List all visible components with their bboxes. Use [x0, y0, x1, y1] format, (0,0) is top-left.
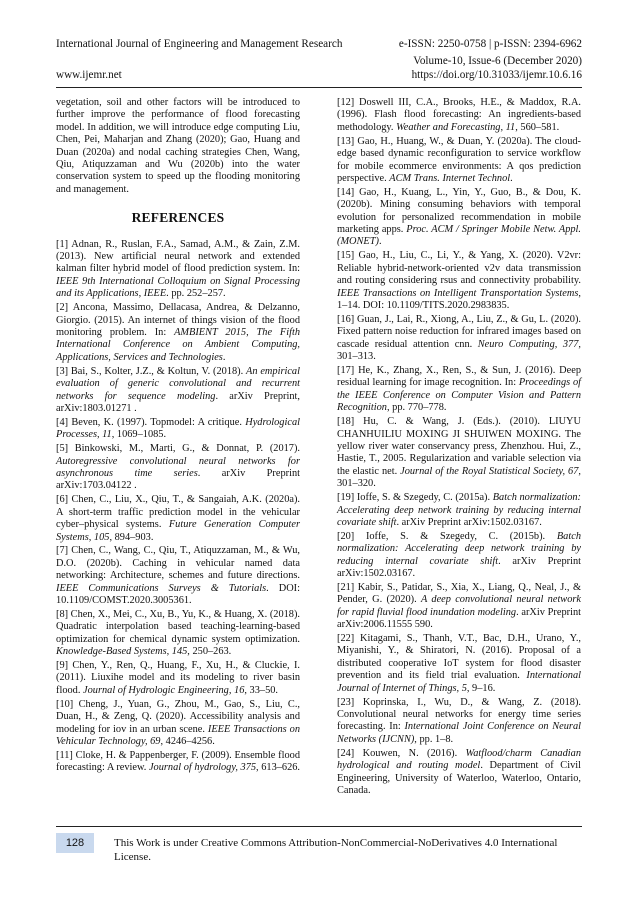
reference-details: , 301–313. — [337, 338, 581, 363]
reference-source: IEEE 9th International Colloquium on Signal Processing and its Applications, IEEE — [56, 275, 300, 300]
reference-text: [11] Cloke, H. & Pappenberger, F. (2009). Ensemble flood forecasting: A review. — [56, 749, 300, 774]
reference-item — [337, 748, 581, 798]
reference-text: [12] Doswell III, C.A., Brooks, H.E., & Maddox, R.A. (1996). Flash flood forecasting: An ingredients-based methodology. — [337, 97, 581, 133]
reference-details: . arXiv Preprint arXiv:2006.11555 590. — [337, 606, 581, 631]
header-divider — [56, 87, 582, 88]
footer — [56, 829, 582, 863]
reference-details: , 894–903. — [109, 531, 154, 543]
reference-details: . — [222, 351, 226, 363]
reference-item — [337, 365, 581, 415]
reference-text: [20] Ioffe, S. & Szegedy, C. (2015b). — [337, 530, 557, 542]
reference-source: IEEE Communications Surveys & Tutorials — [56, 582, 267, 594]
reference-text: [4] Beven, K. (1997). Topmodel: A critique. — [56, 416, 246, 428]
references-heading: REFERENCES — [131, 210, 225, 226]
reference-source: Autoregressive convolutional neural networks for asynchronous time series — [56, 455, 300, 479]
reference-text: [13] Gao, H., Huang, W., & Duan, Y. (2020a). The cloud-edge based dynamic reconfiguration to service workflow for mobile ecommerce environments: A qos prediction perspective. — [337, 135, 581, 184]
reference-text: [2] Ancona, Massimo, Dellacasa, Andrea, & Delzanno, Giorgio. (2015). An internet of things vision of the flood monitoring problem. In: — [56, 302, 300, 338]
reference-text: [16] Guan, J., Lai, R., Xiong, A., Liu, Z., & Gu, L. (2020). Fixed pattern noise reduction for infrared images based on cascade residual attention cnn. — [337, 313, 581, 350]
reference-item — [56, 660, 300, 697]
reference-source: Batch normalization: Accelerating deep network training by reducing internal covariate shift — [337, 530, 581, 567]
reference-source: IEEE Transactions on Vehicular Technology, 69 — [56, 723, 300, 747]
header-row-3 — [56, 69, 582, 82]
issn-info: e-ISSN: 2250-0758 | p-ISSN: 2394-6962 — [398, 38, 582, 50]
reference-details: , pp. 770–778. — [386, 402, 447, 414]
reference-text: [8] Chen, X., Mei, C., Xu, B., Yu, K., & Huang, X. (2018). Quadratic interpolation based teaching-learning-based optimization for chemical dynamic system optimization. — [56, 608, 300, 645]
reference-details: , 250–263. — [187, 646, 232, 658]
reference-source: Journal of hydrology, 375 — [148, 762, 257, 774]
reference-item — [56, 239, 300, 301]
reference-details: . — [510, 172, 513, 184]
volume-info: Volume-10, Issue-6 (December 2020) — [413, 55, 582, 67]
reference-item — [337, 697, 581, 747]
reference-text: [3] Bai, S., Kolter, J.Z., & Koltun, V. (2018). — [56, 365, 247, 377]
reference-text: [18] Hu, C. & Wang, J. (Eds.). (2010). LIUYU CHANHUILIU MOXING JI SHUIWEN MOXING. The yellow river water conservancy press, Zhenzhou. Hui, Z., Hastie, T., 2005. Regularization and variable selection via the elastic net. — [337, 416, 581, 477]
reference-item — [56, 699, 300, 749]
reference-item — [337, 582, 581, 632]
reference-item — [56, 609, 300, 659]
reference-details: , 613–626. — [256, 762, 301, 774]
reference-details: . arXiv Preprint arXiv:1502.03167. — [396, 516, 542, 528]
reference-text: [15] Gao, H., Liu, C., Li, Y., & Yang, X. (2020). V2vr: Reliable hybrid-network-oriented v2v data transmission and routing considering rsus and connectivity probability. — [337, 250, 581, 287]
reference-text: [5] Binkowski, M., Marti, G., & Donnat, P. (2017). — [56, 443, 300, 455]
reference-item — [337, 136, 581, 186]
reference-text: [21] Kabir, S., Patidar, S., Xia, X., Liang, Q., Neal, J., & Pender, G. (2020). — [337, 581, 581, 606]
doi-link[interactable]: https://doi.org/10.31033/ijemr.10.6.16 — [411, 69, 582, 81]
reference-source: Future Generation Computer Systems, 105 — [56, 519, 300, 543]
reference-text: [24] Kouwen, N. (2016). — [337, 747, 466, 759]
references-list-right — [337, 97, 581, 797]
reference-source: ACM Trans. Internet Technol — [389, 172, 511, 184]
reference-source: Journal of Hydrologic Engineering, 16 — [83, 684, 245, 696]
reference-item — [337, 633, 581, 695]
reference-source: Knowledge-Based Systems, 145 — [56, 646, 188, 658]
right-column — [337, 97, 581, 799]
reference-text: [7] Chen, C., Wang, C., Qiu, T., Atiquzzaman, M., & Wu, D.O. (2020b). Caching in vehicular named data networking: Architecture, schemes and future directions. — [56, 545, 300, 582]
reference-source: International Joint Conference on Neural Networks (IJCNN) — [337, 721, 581, 745]
reference-details: , 1–14. DOI: 10.1109/TITS.2020.2983835. — [337, 287, 581, 311]
reference-text: [14] Gao, H., Kuang, L., Yin, Y., Guo, B., & Dou, K. (2020b). Mining consuming behaviors with temporal evolution for personalized recommendation in mobile marketing apps. — [337, 186, 581, 236]
reference-source: Hydrological Processes, 11 — [56, 416, 300, 441]
website-link[interactable]: www.ijemr.net — [56, 69, 122, 81]
reference-text: [19] Ioffe, S. & Szegedy, C. (2015a). — [337, 492, 493, 504]
page-number: 128 — [56, 833, 94, 853]
reference-text: [17] He, K., Zhang, X., Ren, S., & Sun, J. (2016). Deep residual learning for image recognition. In: — [337, 365, 581, 389]
reference-source: Batch normalization: Accelerating deep network training by reducing internal covariate shift — [337, 492, 581, 528]
reference-details: . Department of Civil Engineering, University of Waterloo, Waterloo, Ontario, Canada. — [337, 760, 581, 796]
reference-source: Proc. ACM / Springer Mobile Netw. Appl. (MONET) — [337, 224, 581, 248]
reference-item — [337, 250, 581, 312]
reference-details: . arXiv Preprint, arXiv:1803.01271 . — [56, 390, 300, 414]
reference-item — [337, 492, 581, 529]
reference-source: Neuro Computing, 377 — [477, 338, 579, 350]
reference-item — [337, 97, 581, 134]
reference-item — [56, 417, 300, 442]
reference-text: [23] Koprinska, I., Wu, D., & Wang, Z. (2018). Convolutional neural networks for energy time series forecasting. In: — [337, 696, 581, 733]
reference-item — [56, 545, 300, 607]
reference-source: IEEE Transactions on Intelligent Transportation Systems — [337, 287, 579, 299]
journal-title: International Journal of Engineering and Management Research — [56, 38, 343, 50]
reference-details: . — [378, 236, 382, 248]
left-column — [56, 97, 300, 776]
references-list-left — [56, 239, 300, 775]
reference-source: Weather and Forecasting, 11 — [396, 121, 516, 133]
reference-details: . arXiv Preprint arXiv:1703.04122 . — [56, 467, 300, 492]
reference-text: [22] Kitagami, S., Thanh, V.T., Bac, D.H., Urano, Y., Miyanishi, Y., & Shiratori, N. (2016). Proposal of a distributed cooperative IoT system for flood disaster prevention and its field trial evaluation. — [337, 633, 581, 682]
reference-source: Proceedings of the IEEE Conference on Computer Vision and Pattern Recognition — [337, 377, 582, 414]
license-text: This Work is under Creative Commons Attribution-NonCommercial-NoDerivatives 4.0 International License. — [114, 837, 558, 863]
reference-details: . pp. 252–257. — [166, 288, 226, 300]
reference-item — [337, 531, 581, 581]
header-row-1 — [56, 38, 582, 51]
reference-source: A deep convolutional neural network for rapid fluvial flood inundation modeling — [337, 594, 581, 618]
reference-item — [56, 302, 300, 364]
reference-details: , 1069–1085. — [111, 429, 167, 441]
reference-details: , 301–320. — [337, 465, 581, 490]
reference-item — [56, 750, 300, 775]
reference-source: Journal of the Royal Statistical Society, 67 — [400, 465, 579, 477]
reference-details: , 4246–4256. — [160, 736, 215, 747]
reference-details: . arXiv Preprint arXiv:1502.03167. — [337, 555, 581, 580]
reference-text: [6] Chen, C., Liu, X., Qiu, T., & Sangaiah, A.K. (2020a). A short-term traffic prediction model in the vehicular cyber–physical systems. — [56, 494, 300, 531]
reference-item — [56, 494, 300, 544]
reference-item — [337, 187, 581, 249]
reference-item — [337, 314, 581, 364]
reference-source: Watflood/charm Canadian hydrological and routing model — [337, 747, 581, 772]
reference-item — [337, 416, 581, 490]
reference-details: . DOI: 10.1109/COMST.2020.3005361. — [56, 582, 300, 607]
reference-details: , pp. 1–8. — [414, 733, 454, 745]
intro-paragraph: vegetation, soil and other factors will be introduced to further improve the performance of flood forecasting model. In addition, we will introduce edge computing Liu, Chen, Pei, Maharjan and Zhang (2020); Gao, Huang and Duan (2020a) and nodal caching strategies Chen, Wang, Qiu, Atiquzzaman and Wu (2020b) into the water conservation system to speed up the flooding monitoring and management. — [56, 97, 300, 195]
reference-text: [9] Chen, Y., Ren, Q., Huang, F., Xu, H., & Cluckie, I. (2011). Liuxihe model and its modeling to river basin flood. — [56, 660, 300, 696]
footer-divider — [56, 826, 582, 827]
reference-source: AMBIENT 2015, The Fifth International Conference on Ambient Computing, Applications, Services and Technologies — [56, 327, 301, 363]
reference-item — [56, 366, 300, 416]
reference-details: , 560–581. — [515, 121, 560, 133]
reference-item — [56, 443, 300, 493]
reference-text: [10] Cheng, J., Yuan, G., Zhou, M., Gao, S., Liu, C., Duan, H., & Zeng, Q. (2020). Accessibility analysis and modeling for iov in an urban scene. — [56, 698, 300, 735]
reference-details: , 9–16. — [466, 682, 496, 694]
reference-source: An empirical evaluation of generic convolutional and recurrent networks for sequence modeling — [56, 365, 300, 402]
reference-source: International Journal of Internet of Things, 5 — [337, 670, 581, 694]
reference-details: , 33–50. — [244, 684, 278, 696]
reference-text: [1] Adnan, R., Ruslan, F.A., Samad, A.M., & Zain, Z.M. (2013). New artificial neural network and extended kalman filter hybrid model of flood prediction system. In: — [56, 238, 300, 275]
